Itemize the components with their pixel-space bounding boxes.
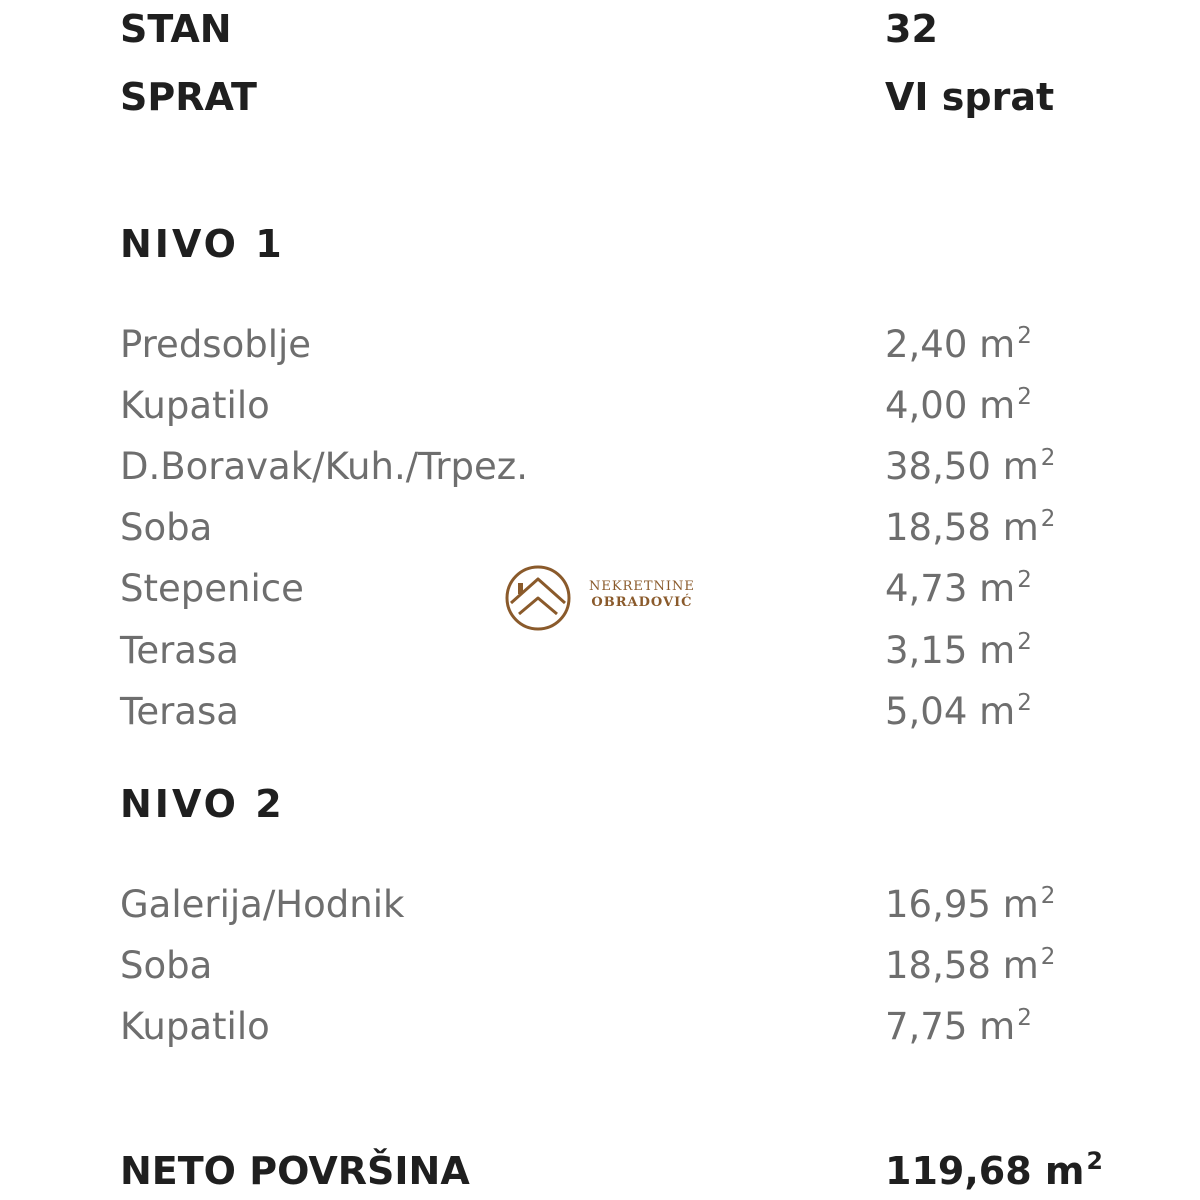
room-name: Kupatilo bbox=[120, 384, 270, 427]
level-1-heading-row bbox=[120, 219, 1120, 269]
apartment-row bbox=[120, 4, 1120, 54]
room-name: Predsoblje bbox=[120, 323, 312, 366]
level-2-heading-row bbox=[120, 779, 1120, 829]
watermark-text bbox=[589, 579, 695, 611]
room-area: 18,58 $m^2$ bbox=[885, 943, 1056, 987]
apartment-label: STAN bbox=[120, 7, 232, 51]
room-row bbox=[120, 626, 1120, 676]
room-row bbox=[120, 442, 1120, 492]
watermark-logo bbox=[505, 565, 705, 631]
room-name: Soba bbox=[120, 944, 213, 987]
room-name: Galerija/Hodnik bbox=[120, 883, 405, 926]
total-row bbox=[120, 1146, 1120, 1196]
room-name: Terasa bbox=[120, 629, 239, 672]
room-area: 18,58 $m^2$ bbox=[885, 505, 1056, 549]
room-name: D.Boravak/Kuh./Trpez. bbox=[120, 445, 528, 488]
room-area: 3,15 $m^2$ bbox=[885, 628, 1032, 672]
apartment-value: 32 bbox=[885, 7, 938, 51]
room-area: 5,04 $m^2$ bbox=[885, 689, 1032, 733]
room-area: 16,95 $m^2$ bbox=[885, 882, 1056, 926]
room-row bbox=[120, 503, 1120, 553]
level-2-title: NIVO 2 bbox=[120, 782, 285, 826]
floor-row bbox=[120, 72, 1120, 122]
room-area: 4,73 $m^2$ bbox=[885, 566, 1032, 610]
room-row bbox=[120, 687, 1120, 737]
watermark-line-2: OBRADOVIĆ bbox=[591, 595, 693, 610]
total-label: NETO POVRŠINA bbox=[120, 1149, 470, 1193]
room-area: 4,00 $m^2$ bbox=[885, 383, 1032, 427]
level-1-title: NIVO 1 bbox=[120, 222, 285, 266]
room-name: Kupatilo bbox=[120, 1005, 270, 1048]
room-row bbox=[120, 941, 1120, 991]
room-name: Stepenice bbox=[120, 567, 304, 610]
room-area: 7,75 $m^2$ bbox=[885, 1004, 1032, 1048]
room-name: Terasa bbox=[120, 690, 239, 733]
watermark-line-1: NEKRETNINE bbox=[589, 579, 695, 594]
room-row bbox=[120, 320, 1120, 370]
house-logo-icon bbox=[505, 565, 571, 631]
room-row bbox=[120, 880, 1120, 930]
room-area: 38,50 $m^2$ bbox=[885, 444, 1056, 488]
floor-label: SPRAT bbox=[120, 75, 257, 119]
room-area: 2,40 $m^2$ bbox=[885, 322, 1032, 366]
room-row bbox=[120, 381, 1120, 431]
room-row bbox=[120, 1002, 1120, 1052]
total-area: 119,68 $m^2$ bbox=[885, 1147, 1103, 1193]
room-name: Soba bbox=[120, 506, 213, 549]
floor-value: VI sprat bbox=[885, 75, 1055, 119]
